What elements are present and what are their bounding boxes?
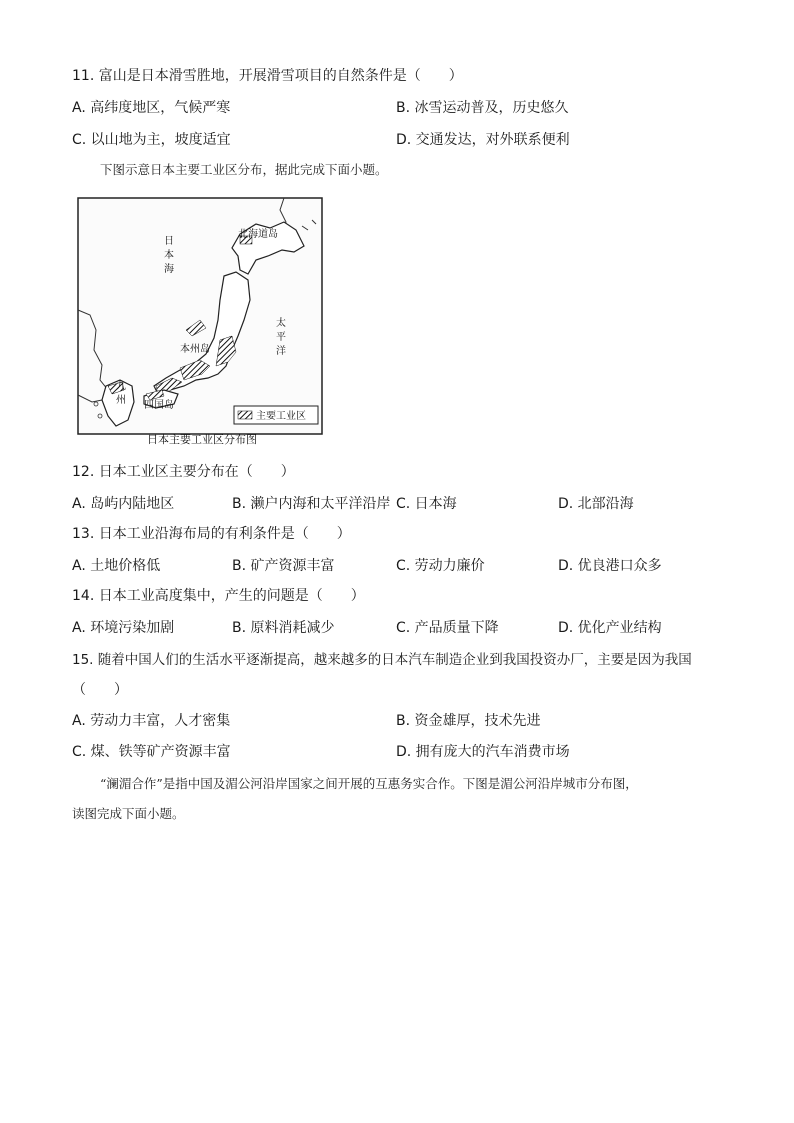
- label-kyushu-1: 九: [116, 381, 126, 392]
- japan-industry-map: [72, 190, 330, 448]
- q15-option-c[interactable]: C. 煤、铁等矿产资源丰富: [72, 744, 231, 760]
- q11-option-c[interactable]: C. 以山地为主，坡度适宜: [72, 132, 231, 148]
- label-shikoku: 四国岛: [144, 400, 174, 411]
- label-honshu: 本州岛: [180, 344, 210, 355]
- q12-option-c[interactable]: C. 日本海: [396, 496, 457, 512]
- label-pacific-3: 洋: [276, 346, 286, 357]
- q14-option-a[interactable]: A. 环境污染加剧: [72, 620, 175, 636]
- legend-swatch: [238, 411, 252, 419]
- map-caption: 日本主要工业区分布图: [147, 433, 257, 446]
- q11-option-a[interactable]: A. 高纬度地区，气候严寒: [72, 100, 231, 116]
- q11-option-b[interactable]: B. 冰雪运动普及，历史悠久: [396, 100, 569, 116]
- q12-option-a[interactable]: A. 岛屿内陆地区: [72, 496, 175, 512]
- label-kyushu-2: 州: [116, 395, 126, 406]
- legend-label: 主要工业区: [256, 411, 306, 422]
- q13-stem: 13. 日本工业沿海布局的有利条件是（ ）: [72, 526, 351, 542]
- q14-stem: 14. 日本工业高度集中，产生的问题是（ ）: [72, 588, 365, 604]
- q15-option-a[interactable]: A. 劳动力丰富，人才密集: [72, 713, 231, 729]
- label-sea-of-japan-2: 本: [164, 250, 174, 261]
- q12-option-d[interactable]: D. 北部沿海: [558, 496, 634, 512]
- label-sea-of-japan-3: 海: [164, 264, 174, 275]
- mekong-intro-line2: 读图完成下面小题。: [72, 806, 185, 821]
- q13-option-d[interactable]: D. 优良港口众多: [558, 558, 662, 574]
- q15-option-b[interactable]: B. 资金雄厚，技术先进: [396, 713, 541, 729]
- q14-option-c[interactable]: C. 产品质量下降: [396, 620, 499, 636]
- label-hokkaido: 北海道岛: [238, 229, 278, 240]
- q13-option-c[interactable]: C. 劳动力廉价: [396, 558, 485, 574]
- map-intro: 下图示意日本主要工业区分布，据此完成下面小题。: [100, 162, 388, 177]
- q14-option-d[interactable]: D. 优化产业结构: [558, 620, 662, 636]
- q15-stem-line1: 15. 随着中国人们的生活水平逐渐提高，越来越多的日本汽车制造企业到我国投资办厂，主要是因为我国: [72, 652, 692, 668]
- q14-option-b[interactable]: B. 原料消耗减少: [232, 620, 335, 636]
- q15-option-d[interactable]: D. 拥有庞大的汽车消费市场: [396, 744, 570, 760]
- q12-stem: 12. 日本工业区主要分布在（ ）: [72, 464, 295, 480]
- q11-stem: 11. 富山是日本滑雪胜地，开展滑雪项目的自然条件是（ ）: [72, 68, 463, 84]
- label-sea-of-japan-1: 日: [164, 236, 174, 247]
- q12-option-b[interactable]: B. 濑户内海和太平洋沿岸: [232, 496, 391, 512]
- q13-option-a[interactable]: A. 土地价格低: [72, 558, 161, 574]
- q11-option-d[interactable]: D. 交通发达，对外联系便利: [396, 132, 570, 148]
- mekong-intro-line1: “澜湄合作”是指中国及湄公河沿岸国家之间开展的互惠务实合作。下图是湄公河沿岸城市分布图，: [100, 776, 638, 791]
- q13-option-b[interactable]: B. 矿产资源丰富: [232, 558, 335, 574]
- label-pacific-1: 太: [276, 318, 286, 329]
- label-pacific-2: 平: [276, 332, 286, 343]
- q15-stem-line2: （ ）: [72, 682, 128, 698]
